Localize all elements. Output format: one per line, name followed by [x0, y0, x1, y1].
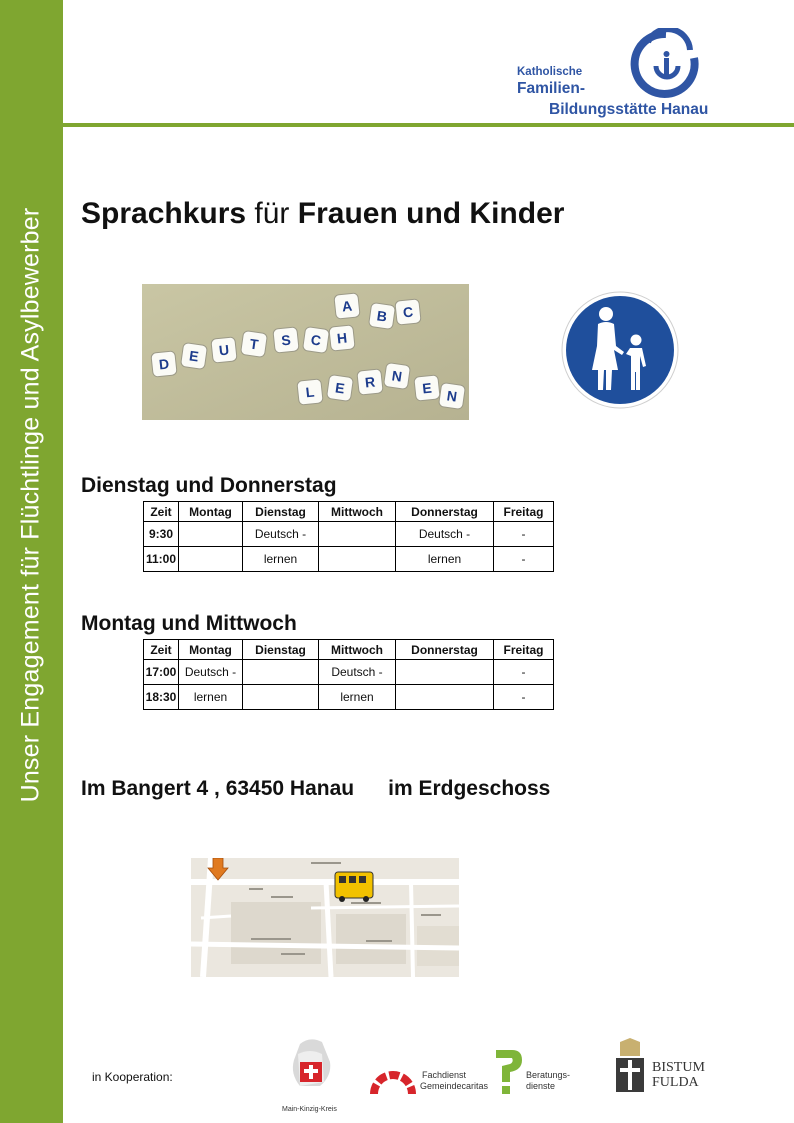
letter-die — [297, 379, 323, 405]
letter-die — [211, 337, 237, 363]
die-letter: U — [218, 341, 230, 359]
column-header: Montag — [179, 502, 243, 522]
column-header: Dienstag — [243, 640, 319, 660]
table-cell — [179, 522, 243, 547]
die-letter: E — [188, 347, 200, 365]
die-letter: R — [364, 373, 376, 391]
table-cell: - — [494, 522, 554, 547]
table-cell — [396, 685, 494, 710]
caritas-logo — [270, 1034, 350, 1114]
table-cell: Deutsch - — [396, 522, 494, 547]
schedule-1-heading: Dienstag und Donnerstag — [81, 474, 337, 497]
beratungsdienste-line-2: dienste — [526, 1081, 556, 1091]
table-cell: - — [494, 685, 554, 710]
die-letter: H — [336, 329, 348, 347]
location-map — [191, 858, 459, 977]
gemeindecaritas-arc-icon — [370, 1058, 416, 1098]
table-cell — [243, 685, 319, 710]
logo-line-1: Katholische — [517, 66, 583, 78]
family-emblem-icon — [628, 28, 704, 98]
letter-die — [240, 330, 267, 357]
time-cell: 11:00 — [144, 547, 179, 572]
title-part-2: für — [246, 197, 298, 230]
column-header: Mittwoch — [319, 502, 396, 522]
die-letter: N — [390, 367, 404, 385]
table-cell: Deutsch - — [319, 660, 396, 685]
column-header: Donnerstag — [396, 640, 494, 660]
bistum-fulda-logo — [612, 1038, 722, 1098]
die-letter: C — [402, 303, 414, 321]
address-line — [81, 777, 550, 801]
table-header-row — [144, 502, 554, 522]
logo-line-2: Familien- — [517, 80, 586, 97]
logo-line-3: Bildungsstätte Hanau — [549, 101, 709, 118]
die-letter: D — [158, 355, 170, 373]
schedule-2-table — [143, 639, 554, 710]
die-letter: S — [280, 331, 292, 349]
letter-die — [151, 351, 177, 377]
sidebar-slogan: Unser Engagement für Flüchtlinge und Asylbewerber — [16, 207, 45, 803]
column-header: Montag — [179, 640, 243, 660]
bishop-mitre-icon — [612, 1038, 648, 1094]
letter-die — [438, 382, 465, 409]
letter-die — [395, 299, 421, 325]
table-cell — [396, 660, 494, 685]
table-row — [144, 522, 554, 547]
table-header-row — [144, 640, 554, 660]
school-bus-icon — [335, 872, 373, 902]
time-cell: 18:30 — [144, 685, 179, 710]
street-address: Im Bangert 4 , 63450 Hanau — [81, 777, 355, 800]
table-cell — [179, 547, 243, 572]
table-cell: lernen — [243, 547, 319, 572]
pedestrian-sign-icon — [560, 290, 680, 410]
letter-die — [329, 325, 355, 351]
gemeindecaritas-line-2: Gemeindecaritas — [420, 1081, 489, 1091]
title-part-3: Frauen und Kinder — [297, 197, 565, 230]
table-cell — [319, 547, 396, 572]
table-cell: lernen — [179, 685, 243, 710]
letter-die — [302, 326, 329, 353]
time-cell: 9:30 — [144, 522, 179, 547]
die-letter: E — [421, 379, 433, 397]
page-title — [81, 197, 564, 231]
table-cell — [243, 660, 319, 685]
column-header: Zeit — [144, 502, 179, 522]
letter-die — [180, 342, 207, 369]
beratungsdienste-line-1: Beratungs- — [526, 1070, 571, 1080]
letter-die — [414, 375, 440, 401]
beratungsdienste-logo — [494, 1046, 594, 1096]
time-cell: 17:00 — [144, 660, 179, 685]
die-letter: E — [334, 379, 346, 397]
header-logo — [516, 28, 716, 124]
table-row — [144, 660, 554, 685]
caritas-caption: Main-Kinzig-Kreis — [282, 1106, 337, 1113]
caritas-flame-icon — [270, 1034, 350, 1100]
table-cell: Deutsch - — [179, 660, 243, 685]
column-header: Donnerstag — [396, 502, 494, 522]
letter-die — [383, 362, 410, 389]
table-row — [144, 547, 554, 572]
table-cell: - — [494, 660, 554, 685]
die-letter: B — [375, 307, 389, 325]
table-row — [144, 685, 554, 710]
die-letter: C — [309, 331, 323, 349]
die-letter: T — [248, 335, 260, 353]
table-cell: lernen — [396, 547, 494, 572]
die-letter: L — [304, 383, 316, 401]
column-header: Freitag — [494, 640, 554, 660]
letter-die — [326, 374, 353, 401]
column-header: Zeit — [144, 640, 179, 660]
letter-dice-photo — [142, 284, 469, 420]
bistum-line-1: BISTUM — [652, 1060, 705, 1075]
die-letter: N — [445, 387, 459, 405]
bistum-line-2: FULDA — [652, 1075, 699, 1090]
column-header: Dienstag — [243, 502, 319, 522]
letter-die — [273, 327, 299, 353]
table-cell: Deutsch - — [243, 522, 319, 547]
table-cell: - — [494, 547, 554, 572]
die-letter: A — [341, 297, 353, 315]
letter-die — [368, 302, 395, 329]
schedule-1-table — [143, 501, 554, 572]
gemeindecaritas-logo — [370, 1058, 490, 1098]
floor-info: im Erdgeschoss — [388, 777, 551, 800]
schedule-2-heading: Montag und Mittwoch — [81, 612, 297, 635]
column-header: Freitag — [494, 502, 554, 522]
letter-die — [334, 293, 360, 319]
gemeindecaritas-line-1: Fachdienst — [422, 1070, 467, 1080]
letter-die — [357, 369, 383, 395]
cooperation-label: in Kooperation: — [92, 1070, 173, 1084]
question-mark-icon — [494, 1046, 524, 1096]
table-cell: lernen — [319, 685, 396, 710]
table-cell — [319, 522, 396, 547]
title-part-1: Sprachkurs — [81, 197, 247, 230]
column-header: Mittwoch — [319, 640, 396, 660]
sidebar — [0, 0, 63, 1123]
